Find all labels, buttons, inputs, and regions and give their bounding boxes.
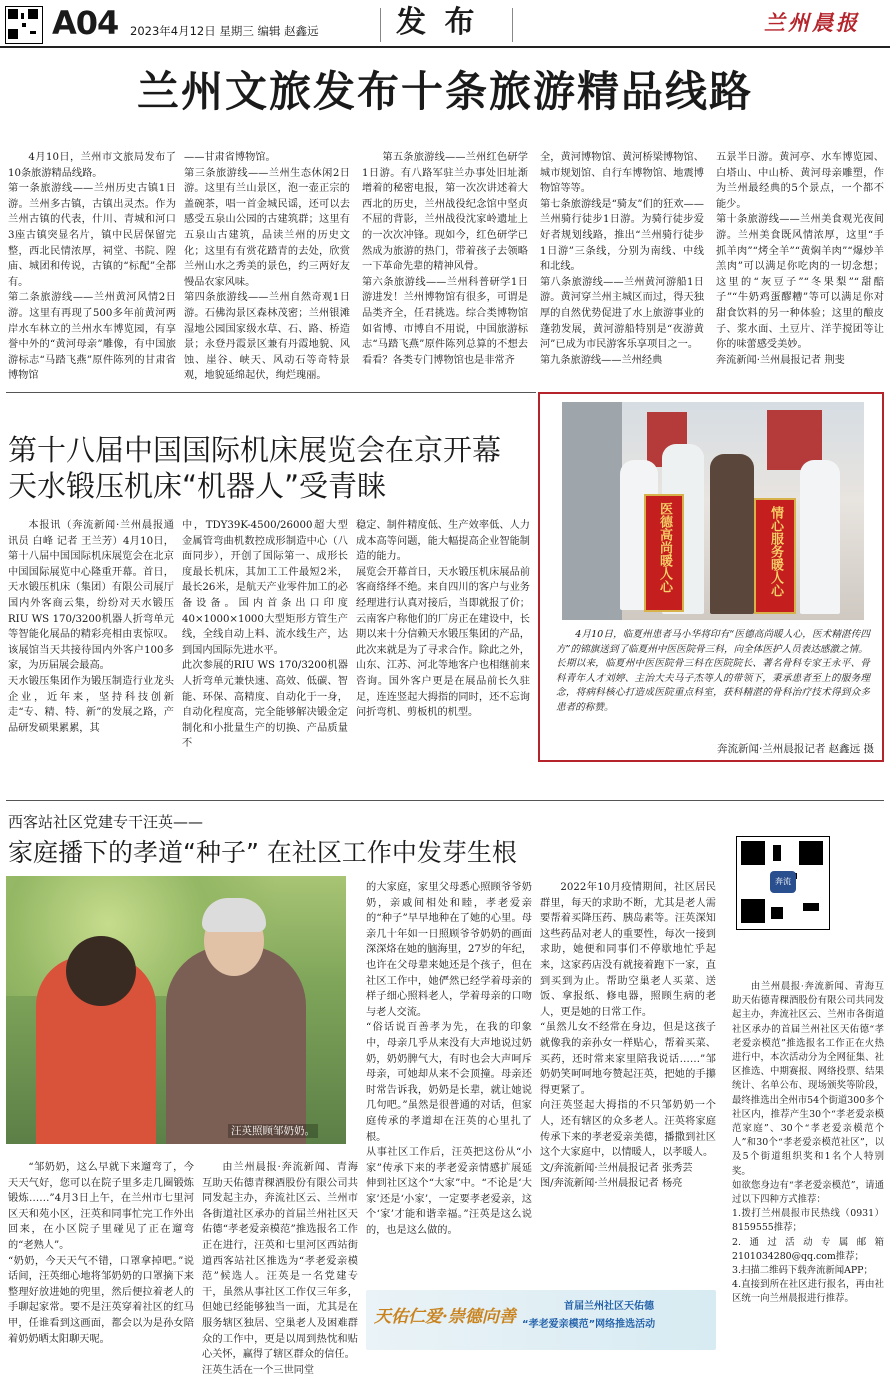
- story3-headline: 家庭播下的孝道“种子” 在社区工作中发芽生根: [8, 838, 517, 867]
- door-panel: [562, 402, 622, 620]
- header-qr-code[interactable]: [5, 6, 43, 44]
- grandma-photo-caption: 汪英照顾邹奶奶。: [228, 1124, 318, 1138]
- story1-headline: 兰州文旅发布十条旅游精品线路: [136, 67, 753, 116]
- story2-bottom-rule: [6, 800, 884, 801]
- story1-bottom-rule: [6, 392, 536, 393]
- story1-column-2: ——甘肃省博物馆。 第三条旅游线——兰州生态休闲2日游。这里有兰山景区，泡一壶正宗的盖碗茶，唱一首金城民谣，还可以去感受五泉山公园的古建筑群；这里有五泉山古建筑，品读兰州的历史文化；这里有有赏花踏青的去处，欣赏兰州山水之秀美的景色，约三两好友慢品农家风味。 第四条旅游线——兰州自然奇观1日游。石佛沟景区森林茂密；兰州银滩湿地公园国家级水草、石、路、桥造景；永登丹霞景区兼有丹霞地貌、风蚀、崖谷、峡天、风动石等奇特景观，地貌延绵起伏，绚烂瑰丽。: [184, 152, 350, 382]
- nurse-figure-2: [800, 460, 840, 614]
- grandma-photo: [6, 876, 346, 1144]
- story1-column-1: 4月10日，兰州市文旅局发布了10条旅游精品线路。 第一条旅游线——兰州历史古镇1日游。兰州多古镇，古镇出灵杰。作为兰州古镇的代表，什川、青城和河口3座古镇突显名片，镇中民居保留完整，西北民情浓厚，祠堂、书院、隍庙、城团和传说，古镇的“标配”全都有。 第二条旅游线——兰州黄河风情2日游。这里有再现了500多年前黄河两岸水车林立的兰州水车博览园，有享誉中外的“黄河母亲”雕像，有中国旅游标志“马踏飞燕”原件陈列的甘肃省博物馆: [8, 152, 176, 382]
- header-divider-right: [512, 8, 513, 42]
- date-line: 2023年4月12日 星期三 编辑 赵鑫远: [130, 24, 319, 38]
- story3-column-4: 2022年10月疫情期间，社区居民群里，每天的求助不断，尤其是老人需要帮着买降压药、胰岛素等。汪英深知这些药品对老人的重要性，每次一接到求助，她便和同事们不停歇地忙乎起来，这家药店没有就接着跑下一家，直到买到为止。帮助空巢老人买菜、送饭、拿报纸、修电器，照顾生病的老人，更是她的日常工作。 “虽然儿女不经常在身边，但是这孩子就像我的亲孙女一样贴心，帮着买菜、买药，还时常来家里陪我说话……”邹奶奶笑呵呵地夸赞起汪英，把她的手攥得更紧了。 向汪英竖起大拇指的不只邹奶奶一个人，还有辖区的众多老人。汪英将家庭传承下来的孝老爱亲美德，播撒到社区这个大家庭中，以情暖人，以孝暖人。 文/奔流新闻·兰州晨报记者 张秀芸 图/奔流新闻·兰州晨报记者 杨亮: [540, 882, 716, 1190]
- activity-sidebar: 由兰州晨报·奔流新闻、青海互助天佑德青稞酒股份有限公司共同发起主办，奔流社区云、兰州市各街道社区承办的首届兰州社区天佑德“孝老爱亲模范”推选报名工作正在火热进行中，本次活动分为全网征集、社区推选、中期赛报、网络投票、结果统计、名单公布、现场颁奖等阶段，最终推选出全州市54个街道300多个社区内，推荐产生30个“孝老爱亲模范家庭”、30个“孝老爱亲模范个人”和30个“孝老爱亲模范社区”，以及5个街道组织奖和1名个人特别奖。 如欲您身边有“孝老爱亲模范”，请通过以下四种方式推荐： 1.拨打兰州晨报市民热线（0931）8159555推荐； 2.通过活动专属邮箱2101034280@qq.com推荐； 3.扫描二维码下载奔流新闻APP； 4.直接到所在社区进行报名，再由社区统一向兰州晨报进行推荐。: [732, 981, 884, 1305]
- header-divider-left: [380, 8, 381, 42]
- qr-app-badge-label: 奔流: [775, 877, 791, 886]
- silk-banner-1-text: 医德高尚暖人心: [657, 502, 672, 593]
- banner-line2: “孝老爱亲模范”网络推选活动: [522, 1319, 656, 1330]
- grandma-hair: [202, 898, 266, 932]
- banner-line1: 首届兰州社区天佑德: [564, 1301, 654, 1312]
- story3-column-2: 由兰州晨报·奔流新闻、青海互助天佑德青稞酒股份有限公司共同发起主办，奔流社区云、兰州市各街道社区承办的首届兰州社区天佑德“孝老爱亲模范”推选报名工作正在进行，汪英和七里河区西站街道西客站社区推选为“孝老爱亲模范”候选人。汪英是一名党建专干，虽然从事社区工作仅三年多，但她已经能够独当一面，尤其是在服务辖区独居、空巢老人及困难群众的工作中，更是以周到热忱和贴心关怀，赢得了辖区群众的信任。 汪英生活在一个三世同堂: [202, 1162, 358, 1376]
- silk-banner-2: [754, 498, 796, 614]
- story2-headline-line1: 第十八届中国国际机床展览会在京开幕: [8, 433, 502, 467]
- patient-figure: [710, 454, 754, 614]
- story3-kicker: 西客站社区党建专干汪英——: [8, 813, 204, 831]
- story1-column-3: 第五条旅游线——兰州红色研学1日游。有八路军驻兰办事处旧址渐增着的秘密电报，第一次次讲述着大西北的历史，兰州战役纪念馆中坚贞不屈的背影，兰州战役沈家岭遗址上的一次次冲锋。现如今，红色研学已然成为旅游的热门，带着孩子去领略一下革命先辈的精神风骨。 第六条旅游线——兰州科普研学1日游进发！兰州博物馆有很多，可谓是品类齐全，任君挑选。综合类博物馆如省博、市博自不用说，中国旅游标志“马踏飞燕”原件陈列总算的不想去看看？各类专门博物馆也是非常齐: [362, 152, 528, 366]
- story2-column-2: 中，TDY39K-4500/26000超大型金属管弯曲机数控成形制造中心（八面同步），开创了国际第一、成形长度最长机床，其加工工件最短2米，最长26米，是航天产业零件加工的必备设备。国内首条出口印度40×1000×1000大型矩形方管生产线，全线自动上料、流水线生产，达到国内国际先进水平。 此次参展的RIU WS 170/3200机器人折弯单元兼快速、高效、低碳、智能、环保、高精度、自动化于一身，自动化程度高，完全能够解决锻金定制化和小批量生产的切换、产品质量不: [182, 520, 348, 750]
- masthead-logo: 兰州晨报: [764, 10, 860, 35]
- hospital-photo-caption: 4月10日，临夏州患者马小华将印有“医德高尚暖人心，医术精湛传四方”的锦旗送到了临夏州中医医院骨三科，向全体医护人员表达感激之情。 长期以来，临夏州中医医院骨三科在医院院长、著名骨科专家王永平、骨科青年人才刘婷、主治大夫马子杰等人的带领下，秉承患者至上的服务理念，将病科核心打造成医院重点科室，获科精湛的骨科治疗技术得到众多患者的称赞。: [556, 629, 870, 713]
- hospital-photo-credit: 奔流新闻·兰州晨报记者 赵鑫远 摄: [716, 743, 874, 755]
- sidebar-qr-code[interactable]: [736, 836, 830, 930]
- story2-column-3: 稳定、制件精度低、生产效率低、人力成本高等问题，能大幅提高企业智能制造的能力。 展览会开幕首日，天水锻压机床展品前客商络绎不绝。来自四川的客户与业务经理进行认真对接后，当即就报了价；云南客户称他们的厂房正在建设中，长期以来十分信赖天水锻压集团的产品，此次来就是为了寻求合作。除此之外，山东、江苏、河北等地客户也相继前来咨询。国外客户更是在展品前长久驻足，连连竖起大拇指的同时，还不忘询问折弯机、剪板机的机型。: [356, 520, 530, 719]
- qr-app-badge: [770, 871, 796, 893]
- page-number: A04: [52, 4, 119, 42]
- activity-banner: [366, 1290, 716, 1350]
- story1-column-5: 五景半日游。黄河亭、水车博览园、白塔山、中山桥、黄河母亲雕塑，作为兰州最经典的5个景点，一个都不能少。 第十条旅游线——兰州美食观光夜间游。兰州美食既风情浓厚，这里“手抓羊肉”“烤全羊”“黄焖羊肉”“爆炒羊羔肉”可以满足你吃肉的一切念想；这里的“灰豆子”“冬果梨”“甜醅子”“牛奶鸡蛋醪糟”等可以满足你对甜食饮料的另一种体验；这里的酿皮子、浆水面、土豆片、洋芋搅团等让你的味蕾感受美妙。 奔流新闻·兰州晨报记者 荆斐: [716, 152, 884, 366]
- banner-slogan: 天佑仁爱·崇德向善: [374, 1307, 516, 1327]
- story3-column-1: “邹奶奶，这么早就下来遛弯了，今天天气好，您可以在院子里多走几圈锻炼锻炼……”4月3日上午，在兰州市七里河区天和苑小区，汪英和同事忙完工作外出回来，在小区院子里碰见了正在遛弯的“老熟人”。 “奶奶，今天天气不错，口罩拿掉吧。”说话间，汪英细心地将邹奶奶的口罩摘下来整理好放进她的兜里，然后便拉着老人的手聊起家常。要不是汪英穿着社区的红马甲，任谁看到这画面，都会以为是孙女陪着奶奶晒太阳聊天呢。: [8, 1162, 194, 1345]
- story2-headline-line2: 天水锻压机床“机器人”受青睐: [8, 469, 387, 503]
- silk-banner-1: [644, 494, 684, 612]
- hospital-photo: [562, 402, 864, 620]
- volunteer-hair: [66, 936, 136, 1006]
- story3-column-3: 的大家庭，家里父母悉心照顾爷爷奶奶，亲戚间相处和睦，孝老爱亲的“种子”早早地种在了她的心里。母亲几十年如一日照顾爷爷奶奶的画面深深烙在她的脑海里，27岁的年纪，也许在父母辈来她还是个孩子，但在社区工作中，她俨然已经学着母亲的样子细心照料老人，学着母亲的口吻与老人交流。 “俗话说百善孝为先，在我的印象中，母亲几乎从来没有大声地说过奶奶，奶奶脾气大，有时也会大声呵斥母亲，可她却从来不会顶撞。母亲还时常告诉我，奶奶是长辈，就让她说几句吧。”虽然是很普通的对话，但家庭传承的孝道却在汪英的心里扎了根。 从事社区工作后，汪英把这份从“小家”传承下来的孝老爱亲情感扩展延伸到社区这个“大家”中。“不论是‘大家’还是‘小家’，一定要孝老爱亲，这个‘家’才能和谐幸福。”汪英是这么说的，也是这么做的。: [366, 882, 532, 1237]
- section-title: 发 布: [396, 5, 479, 40]
- silk-banner-2-text: 情心服务暖人心: [768, 506, 783, 597]
- story2-column-1: 本报讯（奔流新闻·兰州晨报通讯员 白峰 记者 王兰芳）4月10日，第十八届中国国际机床展览会在北京中国国际展览中心隆重开幕。首日，天水锻压机床（集团）有限公司展厅国内外客商云集，纷纷对天水锻压RIU WS 170/3200机器人折弯单元等智能化展品的精彩亮相由衷惊叹。该展馆当天共接待国内外客户100多家，为历届展会最高。 天水锻压集团作为锻压制造行业龙头企业，近年来，坚持科技创新走“专、精、特、新”的发展之路，产品研发硕果累累，其: [8, 520, 174, 734]
- header-rule: [0, 46, 890, 48]
- story1-column-4: 全，黄河博物馆、黄河桥梁博物馆、城市规划馆、自行车博物馆、地震博物馆等等。 第七条旅游线是“骑友”们的狂欢——兰州骑行徒步1日游。为骑行徒步爱好者规划线路，推出“兰州骑行徒步1日游”三条线，分别为南线、中线和北线。 第八条旅游线——兰州黄河游船1日游。黄河穿兰州主城区而过，得天独厚的自然优势促进了水上旅游事业的蓬勃发展，黄河游船特别是“夜游黄河”已成为市民游客乐享项目之一。 第九条旅游线——兰州经典: [540, 152, 704, 366]
